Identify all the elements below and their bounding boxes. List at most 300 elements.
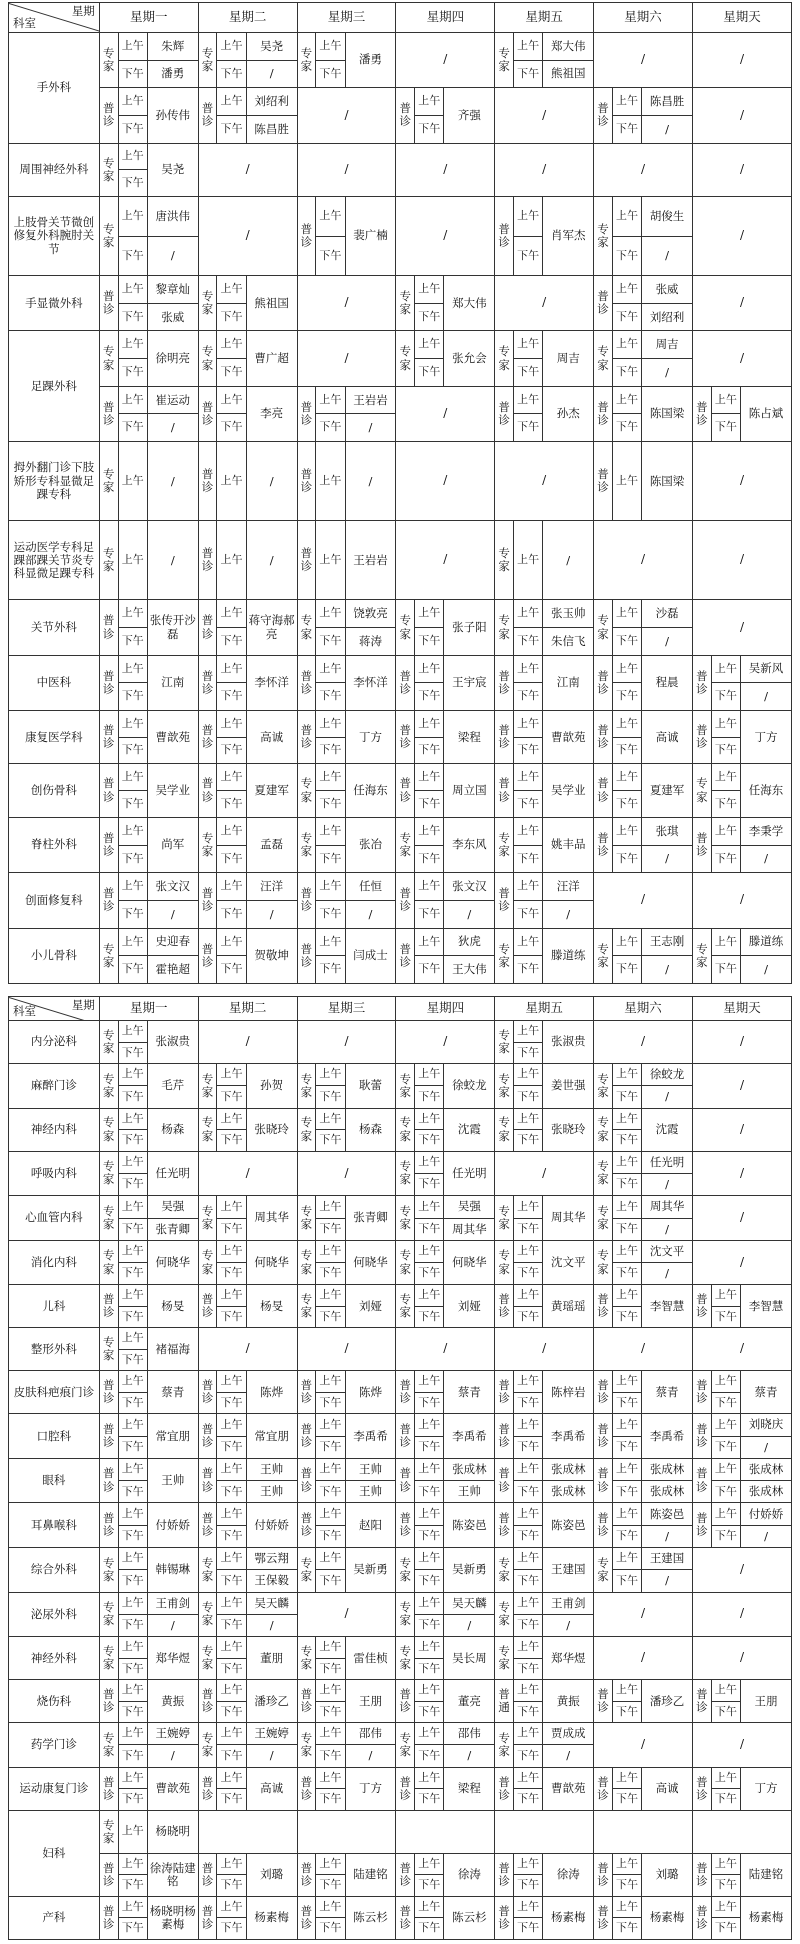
doctor-name-pm: / (642, 1525, 693, 1547)
doctor-name: 李禹希 (345, 1414, 396, 1459)
department-name: 产科 (9, 1896, 100, 1939)
no-clinic-cell: / (594, 521, 693, 600)
session-label-am: 上午 (711, 1371, 740, 1393)
session-label-pm: 下午 (513, 956, 542, 984)
session-label-pm: 下午 (415, 1525, 444, 1547)
session-label-pm: 下午 (316, 1436, 345, 1458)
department-name: 消化内科 (9, 1240, 100, 1285)
session-label-am: 上午 (316, 196, 345, 236)
clinic-type: 普 诊 (297, 873, 316, 928)
clinic-type: 专 家 (297, 32, 316, 87)
session-label-am: 上午 (415, 1196, 444, 1218)
session-label-pm: 下午 (415, 1173, 444, 1195)
session-label-pm: 下午 (118, 1349, 147, 1371)
doctor-name: 李禹希 (444, 1414, 495, 1459)
department-name: 儿科 (9, 1285, 100, 1328)
doctor-name-am: 沈文平 (642, 1240, 693, 1262)
session-label-am: 上午 (415, 1108, 444, 1130)
clinic-type: 专 家 (396, 331, 415, 386)
session-label-am: 上午 (316, 442, 345, 521)
clinic-type: 普 诊 (594, 1414, 613, 1459)
session-label-pm: 下午 (711, 737, 740, 764)
session-label-pm: 下午 (316, 1086, 345, 1108)
doctor-name: 夏建军 (642, 764, 693, 817)
doctor-name: 丁方 (741, 1767, 792, 1810)
session-label-am: 上午 (118, 1064, 147, 1086)
session-label-am: 上午 (118, 764, 147, 791)
doctor-name: 任海东 (741, 764, 792, 817)
clinic-type: 普 诊 (198, 88, 217, 143)
clinic-type: 专 家 (99, 143, 118, 196)
doctor-name-am: 吴强 (147, 1196, 198, 1218)
session-label-pm: 下午 (118, 1570, 147, 1592)
clinic-type: 专 家 (99, 331, 118, 386)
schedule-row (9, 1371, 792, 1393)
session-label-am: 上午 (612, 1371, 641, 1393)
clinic-type: 普 诊 (198, 1896, 217, 1939)
doctor-name: 杨晓明 (147, 1810, 198, 1853)
session-label-am: 上午 (316, 873, 345, 901)
session-label-am: 上午 (415, 711, 444, 738)
session-label-pm: 下午 (711, 1789, 740, 1811)
clinic-type: 普 诊 (297, 1371, 316, 1414)
clinic-type: 普 诊 (99, 1767, 118, 1810)
doctor-name: 姜世强 (543, 1064, 594, 1109)
schedule-row (9, 1637, 792, 1659)
day-header: 星期一 (99, 3, 198, 33)
department-name: 内分泌科 (9, 1021, 100, 1064)
session-label-pm: 下午 (217, 1918, 246, 1940)
doctor-name-pm: 王帅 (345, 1481, 396, 1503)
session-label-pm: 下午 (217, 1130, 246, 1152)
clinic-type: 普 诊 (396, 1853, 415, 1896)
session-label-am: 上午 (513, 331, 542, 359)
schedule-row (9, 764, 792, 791)
session-label-pm: 下午 (711, 1701, 740, 1723)
session-label-am: 上午 (217, 521, 246, 600)
session-label-pm: 下午 (118, 1701, 147, 1723)
clinic-type: 专 家 (396, 1637, 415, 1680)
session-label-am: 上午 (513, 1196, 542, 1218)
session-label-pm: 下午 (316, 683, 345, 711)
doctor-name: 吴学业 (543, 764, 594, 817)
doctor-name-pm: / (642, 1263, 693, 1285)
clinic-type: 专 家 (198, 1064, 217, 1109)
session-label-pm: 下午 (118, 900, 147, 928)
schedule-row (9, 1021, 792, 1043)
session-label-pm: 下午 (316, 791, 345, 818)
corner-day-label: 星期 (71, 998, 95, 1012)
session-label-pm: 下午 (711, 791, 740, 818)
clinic-type: 专 家 (495, 521, 514, 600)
session-label-pm: 下午 (415, 1481, 444, 1503)
session-label-am: 上午 (513, 1548, 542, 1570)
clinic-type: 专 家 (198, 1240, 217, 1285)
clinic-type: 普 诊 (692, 655, 711, 710)
session-label-am: 上午 (316, 600, 345, 628)
session-label-am: 上午 (118, 1503, 147, 1525)
no-clinic-cell: / (297, 143, 396, 196)
session-label-am: 上午 (118, 331, 147, 359)
session-label-pm: 下午 (118, 1306, 147, 1328)
doctor-name: 陈烨 (246, 1371, 297, 1414)
doctor-name-am: 吴强 (444, 1196, 495, 1218)
doctor-name: 夏建军 (246, 764, 297, 817)
session-label-am: 上午 (316, 1680, 345, 1702)
clinic-type: 普 诊 (297, 1458, 316, 1503)
clinic-type: 专 家 (396, 1592, 415, 1637)
doctor-name: 曹广超 (246, 331, 297, 386)
day-header: 星期一 (99, 997, 198, 1021)
schedule-row (9, 1196, 792, 1218)
doctor-name: 陈国梁 (642, 386, 693, 441)
schedule-row (9, 1285, 792, 1307)
doctor-name: 陈梓岩 (543, 1371, 594, 1414)
doctor-name-am: 王帅 (345, 1458, 396, 1480)
doctor-name: 陆建铭 (345, 1853, 396, 1896)
department-name: 神经外科 (9, 1637, 100, 1680)
doctor-name-pm: / (147, 414, 198, 442)
no-clinic-cell: / (594, 1328, 693, 1371)
session-label-am: 上午 (513, 873, 542, 901)
doctor-name: 杨素梅 (543, 1896, 594, 1939)
clinic-type: 专 家 (396, 276, 415, 331)
department-name: 手显微外科 (9, 276, 100, 331)
doctor-name: 孟磊 (246, 817, 297, 872)
clinic-type: 专 家 (198, 1637, 217, 1680)
no-clinic-cell: / (692, 1108, 791, 1151)
clinic-type: 普 诊 (198, 1503, 217, 1548)
doctor-name: 韩锡琳 (147, 1548, 198, 1593)
schedule-row (9, 1680, 792, 1702)
session-label-am: 上午 (316, 1285, 345, 1307)
clinic-type: 普 诊 (99, 1285, 118, 1328)
day-header: 星期五 (495, 3, 594, 33)
doctor-name-pm: / (543, 900, 594, 928)
session-label-am: 上午 (415, 331, 444, 359)
doctor-name-am: 崔运动 (147, 386, 198, 414)
clinic-type: 普 诊 (297, 1767, 316, 1810)
session-label-pm: 下午 (316, 1218, 345, 1240)
session-label-pm: 下午 (612, 1481, 641, 1503)
schedule-row (9, 276, 792, 304)
clinic-type: 普 诊 (297, 1503, 316, 1548)
session-label-pm: 下午 (513, 1614, 542, 1636)
schedule-row (9, 1328, 792, 1350)
no-clinic-cell: / (594, 1592, 693, 1637)
session-label-am: 上午 (513, 1371, 542, 1393)
doctor-name: 赵阳 (345, 1503, 396, 1548)
session-label-am: 上午 (711, 1414, 740, 1436)
schedule-row (9, 1151, 792, 1173)
clinic-type: 专 家 (495, 1021, 514, 1064)
doctor-name: 江南 (543, 655, 594, 710)
no-clinic-cell: / (495, 1328, 594, 1371)
session-label-pm: 下午 (217, 1306, 246, 1328)
doctor-name: 杨森 (345, 1108, 396, 1151)
department-name: 创伤骨科 (9, 764, 100, 817)
doctor-name: 陈云杉 (444, 1896, 495, 1939)
session-label-pm: 下午 (118, 1086, 147, 1108)
clinic-type: 普 诊 (594, 655, 613, 710)
doctor-name-pm: / (642, 1218, 693, 1240)
no-clinic-cell: / (297, 1592, 396, 1637)
no-clinic-cell: / (198, 143, 297, 196)
no-clinic-cell: / (396, 386, 495, 441)
clinic-type: 专 家 (692, 928, 711, 983)
department-name: 妇科 (9, 1810, 100, 1896)
session-label-pm: 下午 (118, 1875, 147, 1897)
clinic-type: 普 诊 (692, 1680, 711, 1723)
doctor-name: 任光明 (147, 1151, 198, 1196)
no-clinic-cell: / (594, 1723, 693, 1768)
clinic-type: 普 诊 (396, 1414, 415, 1459)
no-clinic-cell: / (594, 32, 693, 87)
no-clinic-cell: / (198, 196, 297, 275)
doctor-name: 周其华 (543, 1196, 594, 1241)
session-label-am: 上午 (118, 1108, 147, 1130)
clinic-type: 普 诊 (495, 1767, 514, 1810)
clinic-type: 普 通 (495, 1680, 514, 1723)
doctor-name: 徐涛 (543, 1853, 594, 1896)
session-label-am: 上午 (217, 1196, 246, 1218)
blank-cell (495, 1810, 594, 1853)
session-label-am: 上午 (612, 711, 641, 738)
doctor-name-pm: / (642, 845, 693, 873)
clinic-type: 专 家 (99, 1108, 118, 1151)
clinic-type: 专 家 (396, 1064, 415, 1109)
session-label-am: 上午 (316, 764, 345, 791)
session-label-pm: 下午 (612, 414, 641, 442)
no-clinic-cell: / (692, 873, 791, 928)
session-label-am: 上午 (513, 32, 542, 60)
session-label-am: 上午 (612, 1458, 641, 1480)
session-label-am: 上午 (415, 1503, 444, 1525)
session-label-am: 上午 (118, 928, 147, 956)
session-label-pm: 下午 (612, 115, 641, 143)
no-clinic-cell: / (396, 1328, 495, 1371)
session-label-am: 上午 (217, 1637, 246, 1659)
session-label-am: 上午 (612, 1196, 641, 1218)
session-label-pm: 下午 (217, 359, 246, 387)
session-label-pm: 下午 (118, 1392, 147, 1414)
doctor-name-pm: / (345, 414, 396, 442)
session-label-am: 上午 (118, 1767, 147, 1789)
clinic-type: 专 家 (495, 1548, 514, 1593)
session-label-pm: 下午 (118, 1436, 147, 1458)
doctor-name: 程晨 (642, 655, 693, 710)
session-label-pm: 下午 (711, 1875, 740, 1897)
schedule-row (9, 32, 792, 60)
session-label-am: 上午 (316, 711, 345, 738)
schedule-row (9, 600, 792, 628)
clinic-type: 普 诊 (396, 928, 415, 983)
session-label-am: 上午 (316, 1371, 345, 1393)
day-header: 星期四 (396, 997, 495, 1021)
session-label-pm: 下午 (513, 1306, 542, 1328)
doctor-name: 高诚 (246, 1767, 297, 1810)
doctor-name: 张传开沙磊 (147, 600, 198, 655)
doctor-name: 李亮 (246, 386, 297, 441)
doctor-name: 曹歆苑 (543, 1767, 594, 1810)
clinic-type: 普 诊 (594, 1503, 613, 1548)
clinic-type: 专 家 (495, 817, 514, 872)
doctor-name: / (345, 442, 396, 521)
clinic-type: 专 家 (594, 1240, 613, 1285)
schedule-row (9, 1503, 792, 1525)
session-label-am: 上午 (217, 1723, 246, 1745)
doctor-name-pm: 陈昌胜 (246, 115, 297, 143)
doctor-name: / (246, 521, 297, 600)
header-row (9, 997, 792, 1021)
doctor-name-pm: / (642, 1570, 693, 1592)
doctor-name-am: 张成林 (543, 1458, 594, 1480)
session-label-pm: 下午 (118, 956, 147, 984)
doctor-name: 齐强 (444, 88, 495, 143)
session-label-am: 上午 (612, 1680, 641, 1702)
doctor-name-am: 胡俊生 (642, 196, 693, 236)
clinic-type: 专 家 (495, 1592, 514, 1637)
clinic-type: 普 诊 (594, 1458, 613, 1503)
department-name: 运动康复门诊 (9, 1767, 100, 1810)
schedule-row (9, 442, 792, 521)
clinic-type: 普 诊 (99, 600, 118, 655)
schedule-row (9, 88, 792, 116)
session-label-pm: 下午 (415, 900, 444, 928)
clinic-type: 普 诊 (99, 1853, 118, 1896)
clinic-type: 专 家 (297, 764, 316, 817)
session-label-am: 上午 (415, 1548, 444, 1570)
doctor-name-am: 唐洪伟 (147, 196, 198, 236)
session-label-am: 上午 (612, 600, 641, 628)
session-label-pm: 下午 (415, 1570, 444, 1592)
doctor-name: 李智慧 (741, 1285, 792, 1328)
department-name: 足踝外科 (9, 331, 100, 442)
doctor-name-pm: / (642, 1173, 693, 1195)
clinic-type: 专 家 (495, 1240, 514, 1285)
session-label-am: 上午 (118, 521, 147, 600)
session-label-pm: 下午 (513, 1701, 542, 1723)
session-label-pm: 下午 (612, 791, 641, 818)
clinic-type: 普 诊 (99, 1371, 118, 1414)
session-label-am: 上午 (217, 1108, 246, 1130)
doctor-name: 吴新勇 (444, 1548, 495, 1593)
doctor-name-am: 汪洋 (246, 873, 297, 901)
doctor-name: 褚福海 (147, 1328, 198, 1371)
session-label-pm: 下午 (513, 1263, 542, 1285)
no-clinic-cell: / (692, 196, 791, 275)
session-label-am: 上午 (513, 521, 542, 600)
session-label-pm: 下午 (513, 845, 542, 873)
session-label-pm: 下午 (217, 956, 246, 984)
session-label-pm: 下午 (118, 414, 147, 442)
session-label-pm: 下午 (612, 737, 641, 764)
session-label-pm: 下午 (118, 845, 147, 873)
schedule-row (9, 521, 792, 600)
session-label-am: 上午 (711, 764, 740, 791)
doctor-name: 蔡青 (741, 1371, 792, 1414)
no-clinic-cell: / (692, 1328, 791, 1371)
session-label-pm: 下午 (118, 1525, 147, 1547)
doctor-name-am: 张成林 (741, 1458, 792, 1480)
session-label-am: 上午 (217, 764, 246, 791)
session-label-am: 上午 (612, 331, 641, 359)
doctor-name-pm: / (642, 628, 693, 656)
doctor-name-pm: / (147, 236, 198, 276)
session-label-pm: 下午 (513, 359, 542, 387)
session-label-am: 上午 (513, 1064, 542, 1086)
doctor-name: 董朋 (246, 1637, 297, 1680)
doctor-name: 孙杰 (543, 386, 594, 441)
department-name: 眼科 (9, 1458, 100, 1503)
session-label-am: 上午 (217, 442, 246, 521)
doctor-name: 王宇宸 (444, 655, 495, 710)
session-label-am: 上午 (513, 600, 542, 628)
clinic-type: 普 诊 (692, 1458, 711, 1503)
no-clinic-cell: / (692, 600, 791, 655)
session-label-am: 上午 (316, 1414, 345, 1436)
clinic-type: 专 家 (495, 928, 514, 983)
no-clinic-cell: / (692, 143, 791, 196)
doctor-name-pm: / (741, 1436, 792, 1458)
clinic-type: 专 家 (495, 1064, 514, 1109)
session-label-pm: 下午 (612, 1570, 641, 1592)
doctor-name-am: 张琪 (642, 817, 693, 845)
session-label-am: 上午 (316, 521, 345, 600)
session-label-pm: 下午 (513, 1042, 542, 1064)
doctor-name-pm: 王帅 (444, 1481, 495, 1503)
session-label-am: 上午 (217, 817, 246, 845)
doctor-name: 杨旻 (147, 1285, 198, 1328)
session-label-pm: 下午 (415, 115, 444, 143)
session-label-pm: 下午 (217, 1789, 246, 1811)
session-label-am: 上午 (513, 928, 542, 956)
clinic-type: 普 诊 (594, 817, 613, 872)
clinic-type: 普 诊 (594, 442, 613, 521)
doctor-name-am: 王甫剑 (147, 1592, 198, 1614)
doctor-name-pm: / (345, 1745, 396, 1767)
schedule-row (9, 331, 792, 359)
session-label-pm: 下午 (316, 1570, 345, 1592)
session-label-am: 上午 (415, 1723, 444, 1745)
session-label-am: 上午 (415, 1853, 444, 1875)
clinic-type: 专 家 (396, 600, 415, 655)
doctor-name: / (147, 442, 198, 521)
session-label-pm: 下午 (118, 359, 147, 387)
doctor-name-am: 狄虎 (444, 928, 495, 956)
session-label-pm: 下午 (612, 1263, 641, 1285)
doctor-name: 张青卿 (345, 1196, 396, 1241)
session-label-pm: 下午 (711, 1436, 740, 1458)
doctor-name: 周其华 (246, 1196, 297, 1241)
session-label-am: 上午 (612, 928, 641, 956)
session-label-am: 上午 (217, 1503, 246, 1525)
doctor-name: 李禹希 (642, 1414, 693, 1459)
session-label-am: 上午 (217, 386, 246, 414)
doctor-name: 陈占斌 (741, 386, 792, 441)
session-label-am: 上午 (612, 1767, 641, 1789)
clinic-type: 专 家 (297, 1285, 316, 1328)
session-label-pm: 下午 (513, 683, 542, 711)
doctor-name: 杨旻 (246, 1285, 297, 1328)
session-label-pm: 下午 (316, 956, 345, 984)
clinic-type: 普 诊 (99, 764, 118, 817)
session-label-am: 上午 (415, 873, 444, 901)
doctor-name-pm: / (147, 900, 198, 928)
doctor-name-pm: / (543, 1745, 594, 1767)
doctor-name: 陈姿邑 (444, 1503, 495, 1548)
session-label-am: 上午 (118, 1723, 147, 1745)
